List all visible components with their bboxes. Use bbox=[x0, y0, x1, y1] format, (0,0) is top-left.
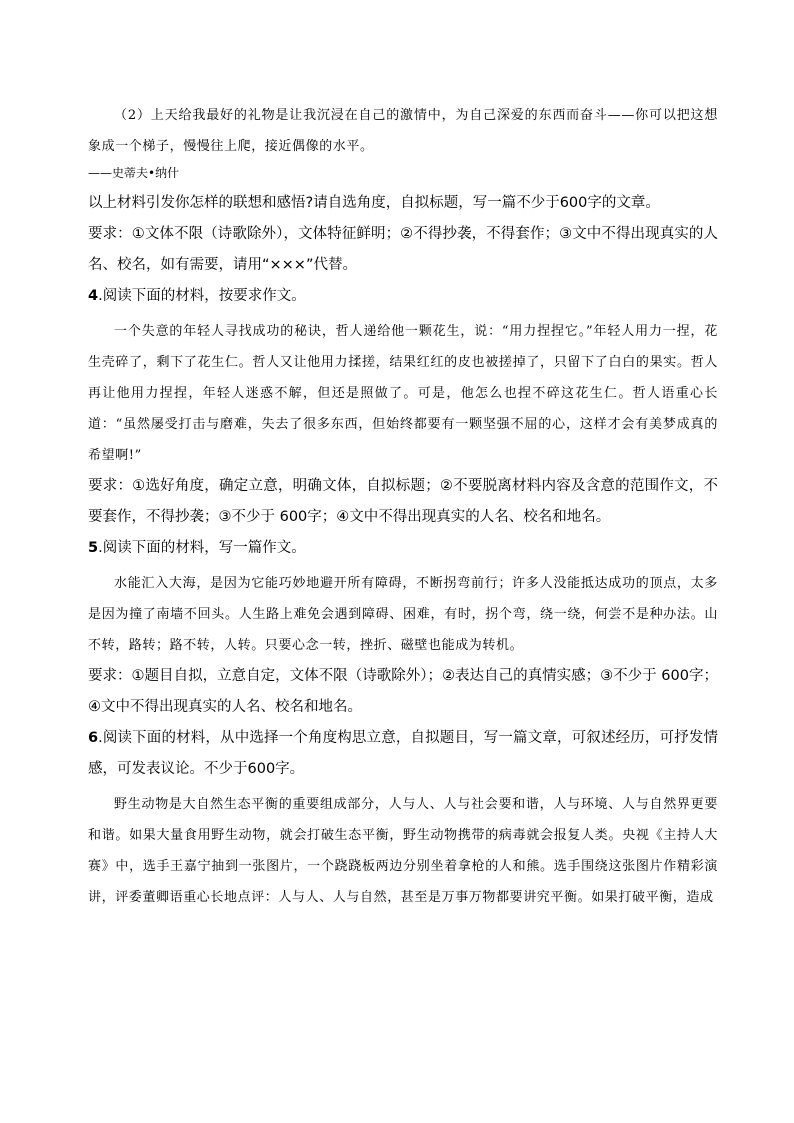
document-content bbox=[88, 100, 718, 913]
q4-material: 一个失意的年轻人寻找成功的秘诀，哲人递给他一颗花生，说：“用力捏捏它。”年轻人用力一捏，花生壳碎了，剩下了花生仁。哲人又让他用力揉搓，结果红红的皮也被搓掉了，只留下了白白的果实。哲人再让他用力捏捏，年轻人迷惑不解，但还是照做了。可是，他怎么也捏不碎这花生仁。哲人语重心长道：“虽然屡受打击与磨难，失去了很多东西，但始终都要有一颗坚强不屈的心，这样才会有美梦成真的希望啊!” bbox=[88, 324, 718, 463]
q4-heading bbox=[88, 281, 718, 312]
q6-number: 6 bbox=[88, 730, 99, 746]
q3-requirements: 要求：①文体不限（诗歌除外），文体特征鲜明；②不得抄袭，不得套作；③文中不得出现真实的人名、校名，如有需要，请用“×××”代替。 bbox=[88, 226, 718, 273]
q5-title: .阅读下面的材料，写一篇作文。 bbox=[98, 540, 306, 556]
q3-prompt: 以上材料引发你怎样的联想和感悟?请自选角度，自拟标题，写一篇不少于600字的文章。 bbox=[88, 195, 660, 211]
quote-paragraph: （2）上天给我最好的礼物是让我沉浸在自己的激情中，为自己深爱的东西而奋斗——你可以把这想象成一个梯子，慢慢往上爬，接近偶像的水平。 bbox=[88, 108, 718, 154]
q6-material: 野生动物是大自然生态平衡的重要组成部分，人与人、人与社会要和谐，人与环境、人与自然界更要和谐。如果大量食用野生动物，就会打破生态平衡，野生动物携带的病毒就会报复人类。央视《主持人大赛》中，选手王嘉宁抽到一张图片，一个跷跷板两边分别坐着拿枪的人和熊。选手围绕这张图片作精彩演讲，评委董卿语重心长地点评：人与人、人与自然，甚至是万事万物都要讲究平衡。如果打破平衡，造成 bbox=[88, 797, 718, 905]
q4-title: .阅读下面的材料，按要求作文。 bbox=[98, 288, 306, 304]
q4-requirements: 要求：①选好角度，确定立意，明确文体，自拟标题；②不要脱离材料内容及含意的范围作文，不要套作，不得抄袭；③不少于 600字；④文中不得出现真实的人名、校名和地名。 bbox=[88, 478, 718, 525]
q5-material: 水能汇入大海，是因为它能巧妙地避开所有障碍，不断拐弯前行；许多人没能抵达成功的顶点，太多是因为撞了南墙不回头。人生路上难免会遇到障碍、困难，有时，拐个弯，绕一绕，何尝不是种办法。山不转，路转；路不转，人转。只要心念一转，挫折、磁壁也能成为转机。 bbox=[88, 576, 718, 653]
q5-requirements: 要求：①题目自拟，立意自定，文体不限（诗歌除外）；②表达自己的真情实感；③不少于 600字；④文中不得出现真实的人名、校名和地名。 bbox=[88, 668, 718, 715]
q5-number: 5 bbox=[88, 540, 99, 556]
q4-number: 4 bbox=[88, 288, 99, 304]
q6-heading bbox=[88, 723, 718, 785]
quote-author: ——史蒂夫•纳什 bbox=[88, 166, 180, 180]
q5-heading bbox=[88, 533, 718, 564]
q6-title: .阅读下面的材料，从中选择一个角度构思立意，自拟题目，写一篇文章，可叙述经历，可抒发情感，可发表议论。不少于600字。 bbox=[88, 730, 718, 777]
